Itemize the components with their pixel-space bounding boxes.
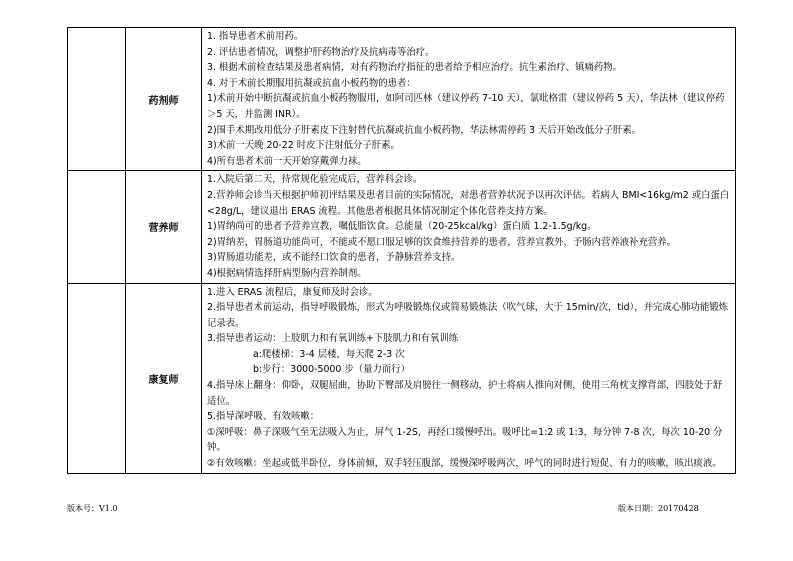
- content-line: 2.营养师会诊当天根据护师初评结果及患者目前的实际情况，对患者营养状况予以再次评估。若病人 BMI<16kg/m2 或白蛋白<28g/L，建议退出 ERAS 流程。其他患者根据具体情况制定个体化营养支持方案。: [207, 189, 730, 217]
- table-row-pharmacist: [68, 28, 736, 171]
- content-line: 5.指导深呼吸、有效咳嗽：: [207, 411, 320, 423]
- content-line: 4)根据病情选择肝病型肠内营养制剂。: [207, 267, 367, 279]
- content-line: 1. 指导患者术前用药。: [207, 31, 304, 42]
- role-cell: 药剂师: [126, 28, 202, 171]
- content-line: b:步行：3000-5000 步（量力而行）: [253, 364, 410, 376]
- protocol-table: [67, 27, 736, 474]
- footer-date: 版本日期：20170428: [618, 504, 699, 513]
- role-cell: 康复师: [126, 283, 202, 473]
- content-line: 4. 对于术前长期服用抗凝或抗血小板药物的患者：: [207, 77, 416, 89]
- content-line: 1)胃纳尚可的患者予营养宣教，嘱低脂饮食。总能量（20-25kcal/kg）蛋白质 1.2-1.5g/kg。: [207, 221, 597, 233]
- content-line: 2. 评估患者情况，调整护肝药物治疗及抗病毒等治疗。: [207, 46, 435, 58]
- content-cell: [202, 171, 736, 283]
- content-line: 3)胃肠道功能差，或不能经口饮食的患者，予静脉营养支持。: [207, 252, 461, 264]
- content-line: 4.指导床上翻身：仰卧，双腿屈曲，协助下臀部及肩膀往一侧移动，护士将病人推向对侧，使用三角枕支撑背部，四肢处于舒适位。: [207, 380, 723, 407]
- content-line: 1)术前开始中断抗凝或抗血小板药物服用，如阿司匹林（建议停药 7-10 天），氯吡格雷（建议停药 5 天），华法林（建议停药＞5 天，并监测 INR）。: [207, 93, 725, 120]
- content-line: 3. 根据术前检查结果及患者病情，对有药物治疗指征的患者给予相应治疗。抗生素治疗、镇痛药物。: [207, 62, 623, 74]
- content-line: ①深呼吸：鼻子深吸气至无法吸入为止，屏气 1-2S，再经口缓慢呼出。吸呼比=1:2 或 1:3，每分钟 7-8 次，每次 10-20 分钟。: [207, 426, 723, 454]
- table-row-nutritionist: [68, 171, 736, 283]
- content-line: 3)术前一天晚 20-22 时皮下注射低分子肝素。: [207, 140, 400, 152]
- content-line: a:爬楼梯：3-4 层楼，每天爬 2-3 次: [253, 348, 405, 360]
- role-cell: 营养师: [126, 171, 202, 283]
- footer-version: 版本号：V1.0: [67, 504, 118, 513]
- content-line: 2.指导患者术前运动，指导呼吸锻炼，形式为呼吸锻炼仪或简易锻炼法（吹气球，大于 15min/次，tid），并完成心肺功能锻炼记录表。: [207, 302, 728, 329]
- content-line: 1.入院后第二天，待常规化验完成后，营养科会诊。: [207, 174, 423, 186]
- content-line: 3.指导患者运动：上肢肌力和有氧训练+下肢肌力和有氧训练: [207, 333, 459, 345]
- blank-cell: [68, 283, 126, 473]
- content-cell: [202, 283, 736, 473]
- content-line: 1.进入 ERAS 流程后，康复师及时会诊。: [207, 286, 378, 298]
- blank-cell: [68, 28, 126, 171]
- content-line: ②有效咳嗽：坐起或低半卧位，身体前倾，双手轻压腹部，缓慢深呼吸两次，呼气的同时进行短促、有力的咳嗽，咳出痰液。: [207, 458, 722, 470]
- table-row-rehabilitation: [68, 283, 736, 473]
- content-line: 4)所有患者术前一天开始穿戴弹力袜。: [207, 155, 367, 167]
- content-cell: [202, 28, 736, 171]
- content-line: 2)胃纳差，胃肠道功能尚可，不能或不愿口服足够的饮食维持营养的患者，营养宣教外，予肠内营养液补充营养。: [207, 236, 677, 248]
- content-line: 2)围手术期改用低分子肝素皮下注射替代抗凝或抗血小板药物，华法林需停药 3 天后开始改低分子肝素。: [207, 124, 642, 136]
- blank-cell: [68, 171, 126, 283]
